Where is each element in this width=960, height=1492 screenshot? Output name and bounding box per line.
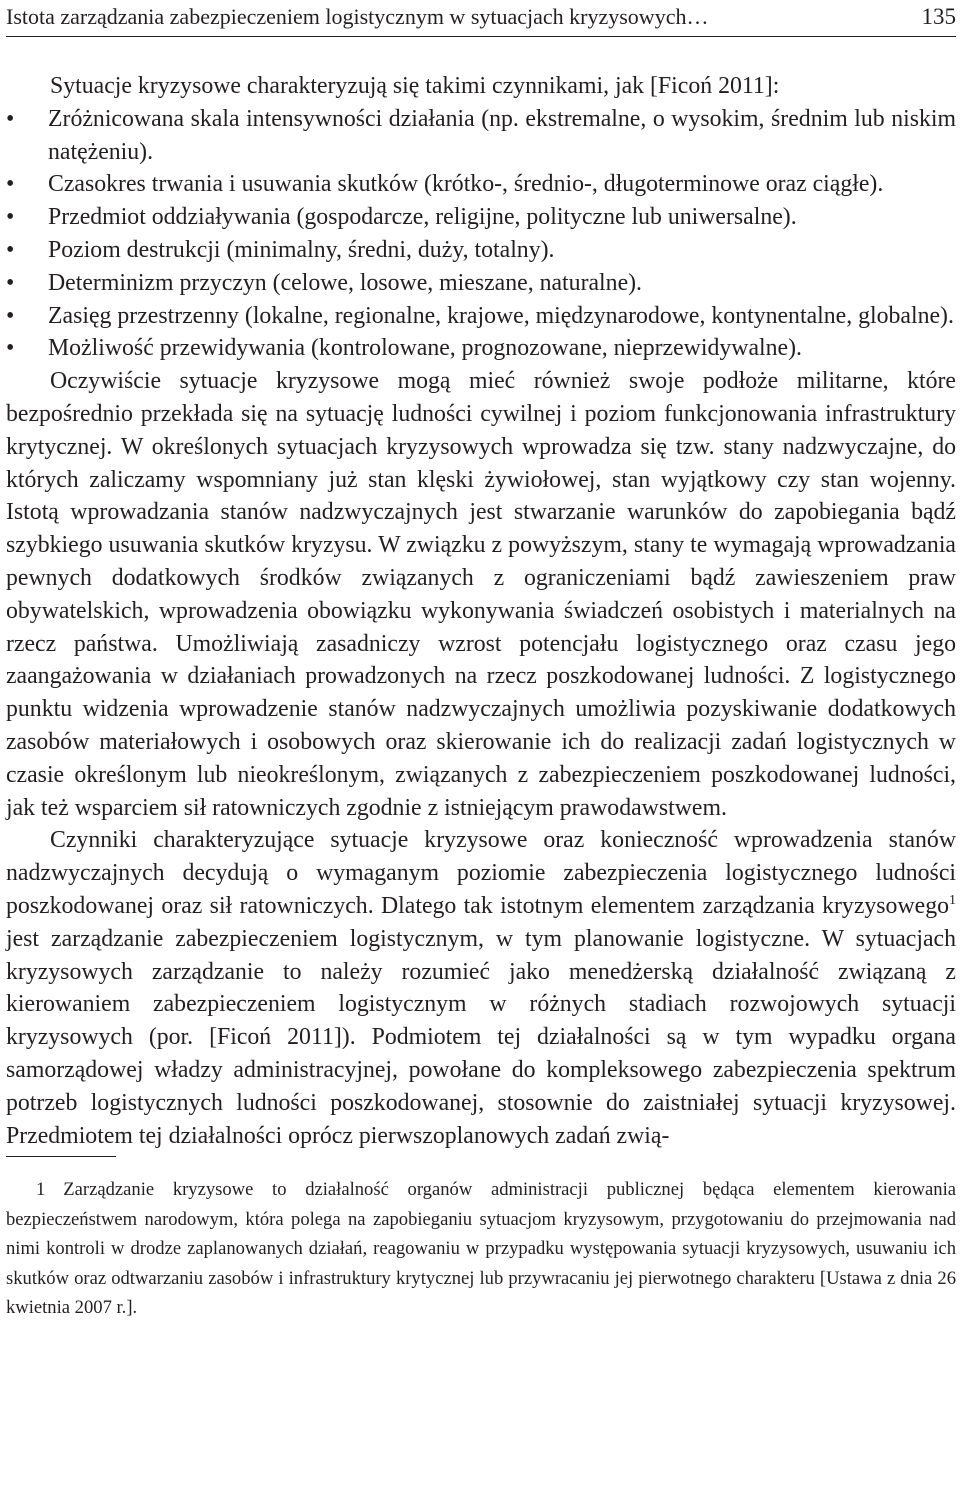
body-text: [6, 70, 956, 1152]
list-item: [6, 267, 956, 300]
footnote: [6, 1175, 956, 1323]
bullet-icon: •: [6, 302, 15, 329]
list-item: [6, 332, 956, 365]
footnote-text: Zarządzanie kryzysowe to działalność organów administracji publicznej będąca elementem kierowania bezpieczeństwem narodowym, która polega na zapobieganiu sytuacjom kryzysowym, przygotowaniu do przejmowania nad nimi kontroli w drodze zaplanowanych działań, reagowaniu w przypadku występowania sytuacji kryzysowych, usuwaniu ich skutków oraz odtwarzaniu zasobów i infrastruktury krytycznej lub przywracaniu jej pierwotnego charakteru [Ustawa z dnia 26 kwietnia 2007 r.].: [6, 1179, 956, 1319]
bullet-icon: •: [6, 269, 15, 296]
page-number: 135: [921, 4, 956, 29]
list-item: [6, 103, 956, 169]
paragraph-military-basis: Oczywiście sytuacje kryzysowe mogą mieć również swoje podłoże militarne, które bezpośrednio przekłada się na sytuację ludności cywilnej i poziom funkcjonowania infrastruktury krytycznej. W określonych sytuacjach kryzysowych wprowadza się tzw. stany nadzwyczajne, do których zaliczamy wspomniany już stan klęski żywiołowej, stan wyjątkowy czy stan wojenny. Istotą wprowadzania stanów nadzwyczajnych jest stwarzanie warunków do zapobiegania bądź szybkiego usuwania skutków kryzysu. W związku z powyższym, stany te wymagają wprowadzania pewnych dodatkowych środków związanych z ograniczeniami bądź zawieszeniem praw obywatelskich, wprowadzenia obowiązku wykonywania świadczeń osobistych i materialnych na rzecz państwa. Umożliwiają zasadniczy wzrost potencjału logistycznego oraz czasu jego zaangażowania w działaniach prowadzonych na rzecz poszkodowanej ludności. Z logistycznego punktu widzenia wprowadzenie stanów nadzwyczajnych umożliwia pozyskiwanie dodatkowych zasobów materiałowych i osobowych oraz skierowanie ich do realizacji zadań logistycznych w czasie określonym lub nieokreślonym, związanych z zabezpieczeniem poszkodowanej ludności, jak też wsparciem sił ratowniczych zgodnie z istniejącym prawodawstwem.: [6, 368, 956, 821]
list-item-text: Czasokres trwania i usuwania skutków (krótko-, średnio-, długoterminowe oraz ciągłe).: [48, 171, 884, 198]
list-item-text: Determinizm przyczyn (celowe, losowe, mieszane, naturalne).: [48, 269, 643, 296]
crisis-factors-list: [6, 103, 956, 365]
list-item-text: Zasięg przestrzenny (lokalne, regionalne, krajowe, międzynarodowe, kontynentalne, globalne).: [48, 302, 954, 329]
list-item-text: Zróżnicowana skala intensywności działania (np. ekstremalne, o wysokim, średnim lub niskim natężeniu).: [48, 105, 956, 165]
footnote-reference[interactable]: 1: [949, 893, 956, 908]
list-item-text: Przedmiot oddziaływania (gospodarcze, religijne, polityczne lub uniwersalne).: [48, 204, 797, 231]
running-head: [6, 0, 956, 37]
bullet-icon: •: [6, 204, 15, 231]
list-item: [6, 234, 956, 267]
running-head-title: Istota zarządzania zabezpieczeniem logistycznym w sytuacjach kryzysowych…: [6, 4, 709, 29]
bullet-icon: •: [6, 236, 15, 263]
paragraph-text-after-ref: jest zarządzanie zabezpieczeniem logistycznym, w tym planowanie logistyczne. W sytuacjach kryzysowych zarządzanie to należy rozumieć jako menedżerską działalność związaną z kierowaniem zabezpieczeniem logistycznym w różnych stadiach rozwojowych sytuacji kryzysowych (por. [Ficoń 2011]). Podmiotem tej działalności są w tym wypadku organa samorządowej władzy administracyjnej, powołane do kompleksowego zabezpieczenia spektrum potrzeb logistycznych ludności poszkodowanej, stosownie do zaistniałej sytuacji kryzysowej. Przedmiotem tej działalności oprócz pierwszoplanowych zadań zwią-: [6, 925, 956, 1149]
list-item: [6, 168, 956, 201]
bullet-icon: •: [6, 335, 15, 362]
footnote-number: 1: [36, 1179, 46, 1201]
list-item-text: Możliwość przewidywania (kontrolowane, prognozowane, nieprzewidywalne).: [48, 335, 802, 362]
paragraph-text-before-ref: Czynniki charakteryzujące sytuacje kryzysowe oraz konieczność wprowadzenia stanów nadzwyczajnych decydują o wymaganym poziomie zabezpieczenia logistycznego ludności poszkodowanej oraz sił ratowniczych. Dlatego tak istotnym elementem zarządzania kryzysowego: [6, 827, 956, 919]
intro-sentence: Sytuacje kryzysowe charakteryzują się takimi czynnikami, jak [Ficoń 2011]:: [50, 73, 780, 99]
list-item: [6, 201, 956, 234]
footnote-divider: [6, 1156, 116, 1157]
list-item-text: Poziom destrukcji (minimalny, średni, duży, totalny).: [48, 236, 555, 263]
paragraph-logistics-management: [6, 824, 956, 1152]
list-item: [6, 300, 956, 333]
bullet-icon: •: [6, 171, 15, 198]
bullet-icon: •: [6, 105, 15, 132]
document-page: [6, 0, 956, 1323]
